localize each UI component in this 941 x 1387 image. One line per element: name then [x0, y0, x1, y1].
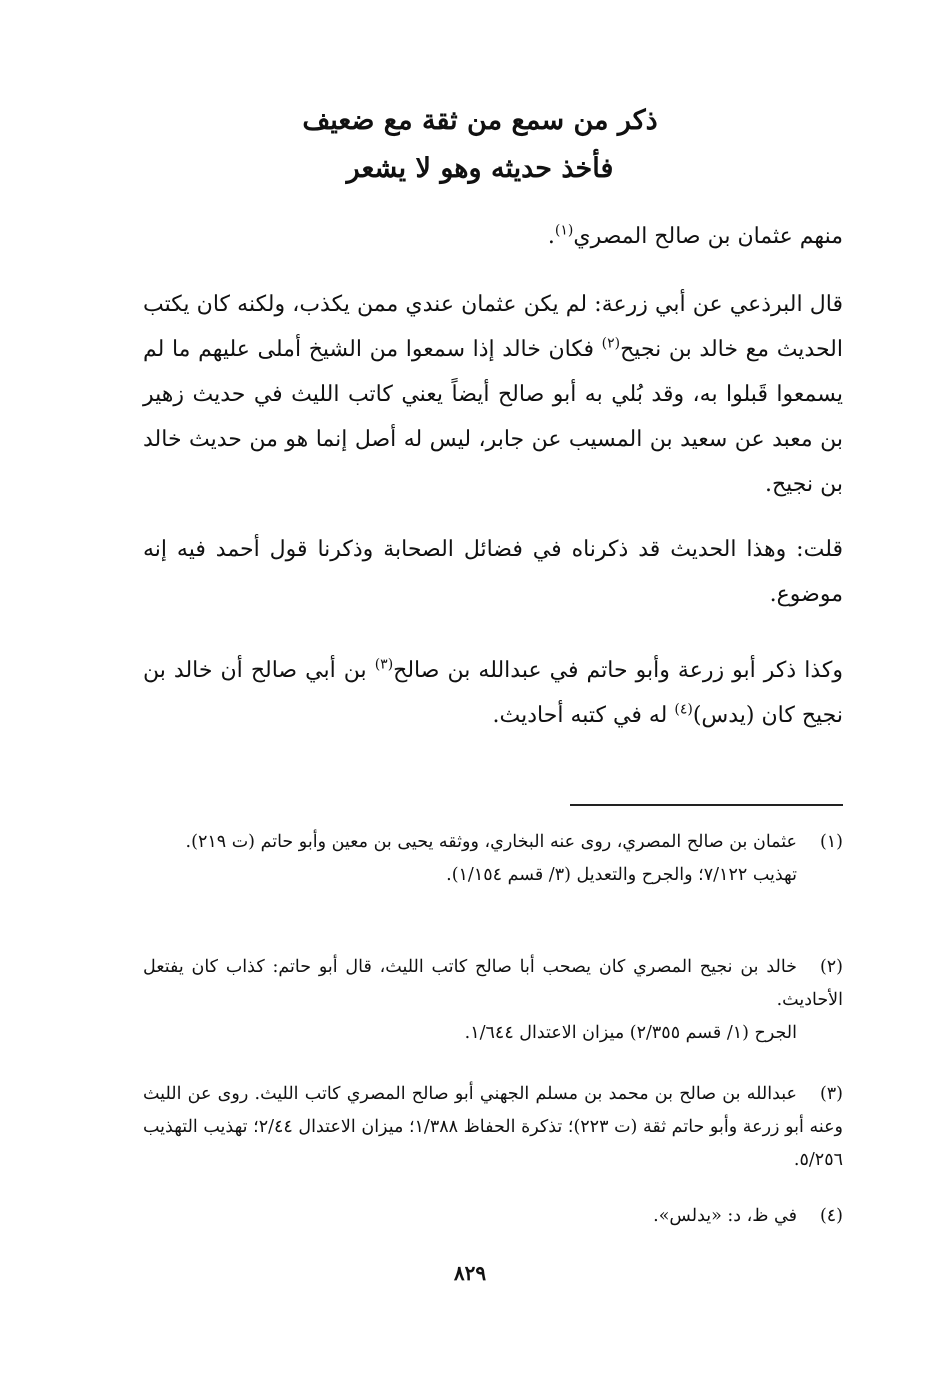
- footnote-1: [143, 826, 843, 892]
- footnote-3: [143, 1078, 843, 1177]
- footnote-ref-4: (٤): [674, 701, 693, 718]
- paragraph-3: [143, 527, 843, 617]
- footnote-ref-1: (١): [554, 222, 574, 239]
- page-number: ٨٢٩: [453, 1261, 487, 1285]
- paragraph-2-text-a: قال البرذعي عن أبي زرعة: لم يكن عثمان عندي ممن يكذب، ولكنه كان يكتب الحديث مع خالد بن نجيح: [143, 292, 843, 362]
- footnote-4-text: في ظ، د: «يدلس».: [653, 1206, 797, 1226]
- footnote-2-source: الجرح (١/ قسم ٢/٣٥٥) ميزان الاعتدال ١/٦٤٤.: [464, 1023, 797, 1043]
- footnote-ref-3: (٣): [374, 656, 394, 673]
- paragraph-3-text: قلت: وهذا الحديث قد ذكرناه في فضائل الصحابة وذكرنا قول أحمد فيه إنه موضوع.: [143, 537, 843, 607]
- paragraph-1-tail: .: [547, 224, 555, 249]
- paragraph-4: [143, 648, 843, 738]
- chapter-title-line-2: فأخذ حديثه وهو لا يشعر: [346, 153, 614, 184]
- footnote-1-marker: (١): [819, 832, 843, 852]
- footnote-2-marker: (٢): [819, 957, 843, 977]
- paragraph-4-text-a: وكذا ذكر أبو زرعة وأبو حاتم في عبدالله بن صالح: [393, 658, 843, 683]
- paragraph-4-text-b: بن أبي صالح أن خالد بن نجيح كان (يدس): [143, 658, 843, 728]
- footnote-2: [143, 951, 843, 1050]
- footnote-3-text: عبدالله بن صالح بن محمد بن مسلم الجهني أبو صالح المصري كاتب الليث. روى عن الليث وعنه أبو زرعة وأبو حاتم ثقة (ت ٢٢٣)؛ تذكرة الحفاظ ١/٣٨٨؛ ميزان الاعتدال ٢/٤٤؛ تهذيب التهذيب ٥/٢٥٦.: [143, 1084, 843, 1170]
- footnote-1-text: عثمان بن صالح المصري، روى عنه البخاري، ووثقه يحيى بن معين وأبو حاتم (ت ٢١٩).: [185, 832, 797, 852]
- paragraph-2: [143, 282, 843, 507]
- paragraph-4-text-c: له في كتبه أحاديث.: [492, 703, 675, 728]
- footnote-1-source: تهذيب ٧/١٢٢؛ والجرح والتعديل (٣/ قسم ١/١٥٤).: [446, 865, 797, 885]
- paragraph-2-text-b: فكان خالد إذا سمعوا من الشيخ أملى عليهم ما لم يسمعوا قَبلوا به، وقد بُلي به أبو صالح أيضاً يعني كاتب الليث في حديث زهير بن معبد عن سعيد بن المسيب عن جابر، ليس له أصل إنما هو من حديث خالد بن نجيح.: [143, 337, 843, 497]
- footnote-separator: [570, 804, 843, 806]
- footnote-ref-2: (٢): [601, 335, 621, 352]
- footnote-2-text: خالد بن نجيح المصري كان يصحب أبا صالح كاتب الليث، قال أبو حاتم: كذاب كان يفتعل الأحاديث.: [143, 957, 843, 1010]
- paragraph-1: [143, 214, 843, 259]
- paragraph-1-text: منهم عثمان بن صالح المصري: [573, 224, 843, 249]
- footnote-3-marker: (٣): [819, 1084, 843, 1104]
- footnote-4: [143, 1200, 843, 1233]
- footnote-4-marker: (٤): [819, 1206, 843, 1226]
- chapter-title-line-1: ذكر من سمع من ثقة مع ضعيف: [302, 105, 658, 136]
